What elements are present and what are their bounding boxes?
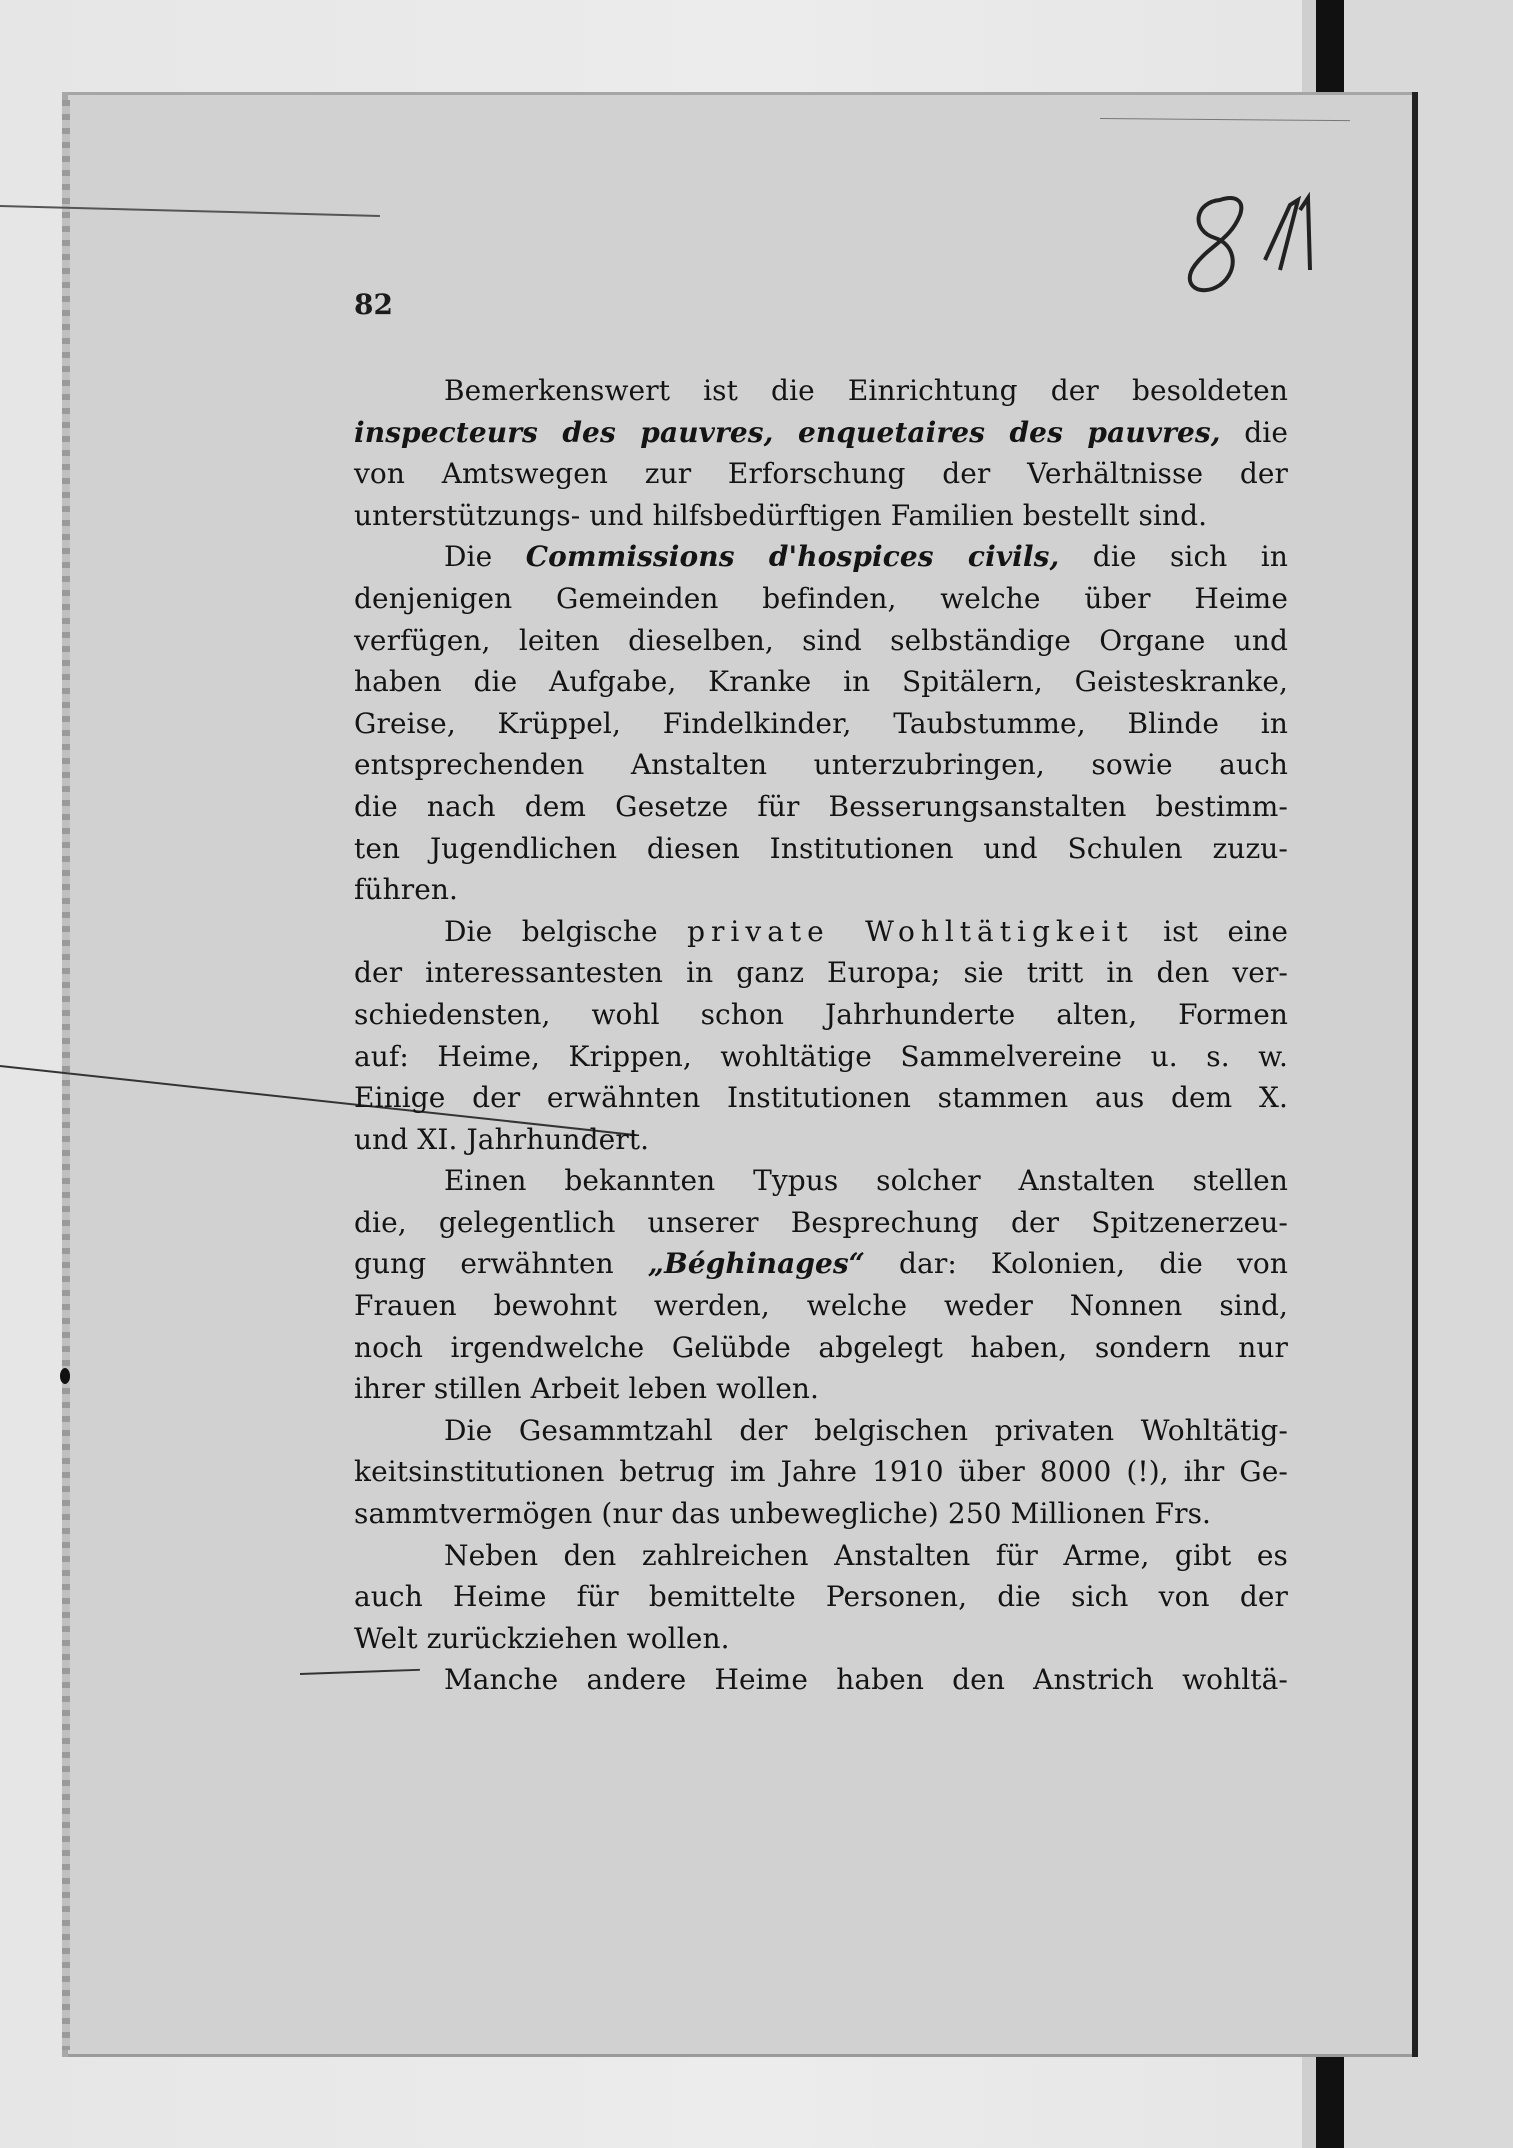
text-line: und XI. Jahrhundert.	[354, 1122, 650, 1156]
text-fragment: gung erwähnten	[354, 1247, 648, 1281]
text-line: verfügen, leiten dieselben, sind selbständige Organe und	[354, 623, 1288, 657]
italic-term: „Béghinages“	[647, 1247, 865, 1281]
film-speck	[60, 1368, 70, 1384]
text-line: Frauen bewohnt werden, welche weder Nonnen sind,	[354, 1289, 1288, 1323]
text-line: ten Jugendlichen diesen Institutionen und Schulen zuzu-	[354, 831, 1288, 865]
text-line	[354, 1243, 1288, 1285]
text-line: haben die Aufgabe, Kranke in Spitälern, Geisteskranke,	[354, 665, 1288, 699]
text-line: ihrer stillen Arbeit leben wollen.	[354, 1372, 820, 1406]
text-line: noch irgendwelche Gelübde abgelegt haben, sondern nur	[354, 1330, 1288, 1364]
italic-term: inspecteurs des pauvres, enquetaires des pauvres,	[354, 415, 1221, 449]
text-line: Einen bekannten Typus solcher Anstalten stellen	[444, 1164, 1288, 1198]
text-line: führen.	[354, 873, 459, 907]
text-line: die, gelegentlich unserer Besprechung der Spitzenerzeu-	[354, 1205, 1288, 1239]
page-left-edge	[62, 100, 70, 2050]
text-line: Welt zurückziehen wollen.	[354, 1621, 730, 1655]
text-fragment: ist eine	[1133, 914, 1288, 948]
handwritten-folio-number	[1180, 190, 1340, 305]
text-fragment: dar: Kolonien, die von	[864, 1247, 1288, 1281]
text-line	[354, 911, 1288, 953]
text-line	[354, 412, 1288, 454]
text-line	[354, 536, 1288, 578]
page-number: 82	[354, 288, 393, 321]
text-line: schiedensten, wohl schon Jahrhunderte alten, Formen	[354, 997, 1288, 1031]
text-fragment: die	[1220, 415, 1288, 449]
text-line: Greise, Krüppel, Findelkinder, Taubstumme, Blinde in	[354, 706, 1288, 740]
text-line: denjenigen Gemeinden befinden, welche über Heime	[354, 581, 1288, 615]
text-line: sammtvermögen (nur das unbewegliche) 250 Millionen Frs.	[354, 1497, 1212, 1531]
italic-term: Commissions d'hospices civils,	[525, 540, 1060, 574]
body-text	[354, 370, 1288, 1701]
text-line: unterstützungs- und hilfsbedürftigen Familien bestellt sind.	[354, 498, 1208, 532]
text-line: Einige der erwähnten Institutionen stammen aus dem X.	[354, 1081, 1288, 1115]
text-fragment: die sich in	[1059, 540, 1288, 574]
text-line: keitsinstitutionen betrug im Jahre 1910 über 8000 (!), ihr Ge-	[354, 1455, 1288, 1489]
text-line: Manche andere Heime haben den Anstrich wohltä-	[444, 1663, 1288, 1697]
text-line: Neben den zahlreichen Anstalten für Arme, gibt es	[444, 1538, 1288, 1572]
text-line: entsprechenden Anstalten unterzubringen, sowie auch	[354, 748, 1288, 782]
text-fragment: Die belgische	[444, 914, 688, 948]
text-line: der interessantesten in ganz Europa; sie tritt in den ver-	[354, 956, 1288, 990]
text-line: Bemerkenswert ist die Einrichtung der besoldeten	[444, 374, 1288, 407]
text-line: von Amtswegen zur Erforschung der Verhältnisse der	[354, 457, 1288, 491]
text-fragment: Die	[444, 540, 526, 574]
text-line: die nach dem Gesetze für Besserungsanstalten bestimm-	[354, 789, 1288, 823]
text-line: Die Gesammtzahl der belgischen privaten Wohltätig-	[444, 1413, 1288, 1447]
text-line: auch Heime für bemittelte Personen, die sich von der	[354, 1580, 1288, 1614]
spaced-term: private Wohltätigkeit	[687, 914, 1134, 948]
text-line: auf: Heime, Krippen, wohltätige Sammelvereine u. s. w.	[354, 1039, 1288, 1073]
